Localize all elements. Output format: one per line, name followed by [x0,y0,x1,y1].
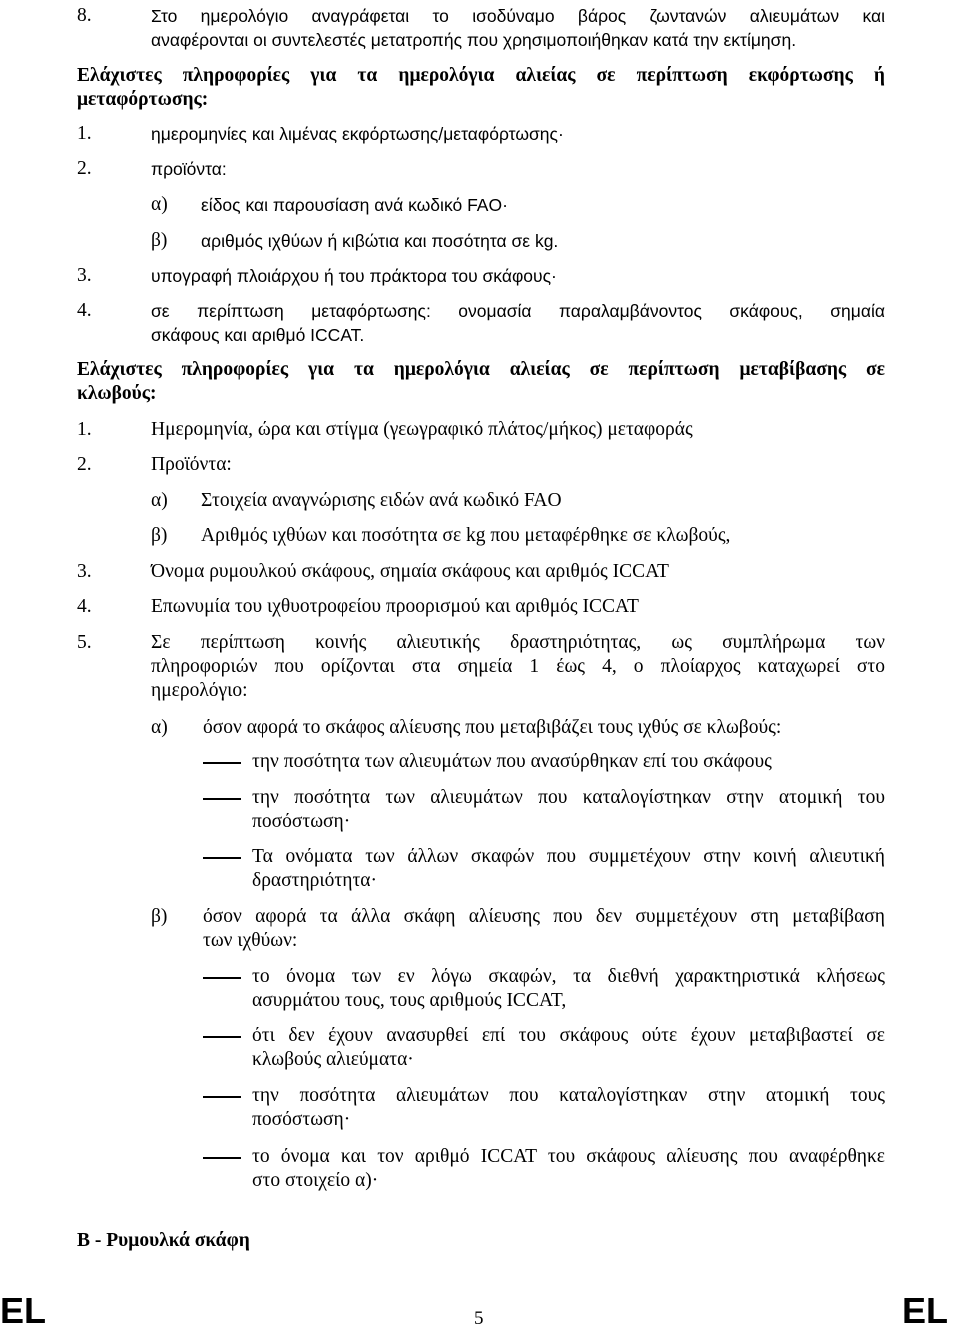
sub-item-text: αριθμός ιχθύων ή κιβώτια και ποσότητα σε kg. [201,231,559,251]
item-5-line-2: πληροφοριών που ορίζονται στα σημεία 1 έως 4, ο πλοίαρχος καταχωρεί στο [151,656,885,677]
sub-item-text: Στοιχεία αναγνώρισης ειδών ανά κωδικό FAO [201,490,562,511]
dash-item-text-cont: κλωβούς αλιεύματα· [252,1049,414,1070]
item-text: Προϊόντα: [151,454,232,475]
dash-item-text: το όνομα και τον αριθμό ICCAT του σκάφους αλίευσης που αναφέρθηκε [252,1146,885,1167]
dash-bullet [203,1157,241,1159]
sub-item-text: είδος και παρουσίαση ανά κωδικό FAO· [201,195,508,215]
dash-bullet [203,1036,241,1038]
item-number: 1. [77,419,92,440]
sub-item-label: α) [151,490,168,511]
heading-cage-transfer: Ελάχιστες πληροφορίες για τα ημερολόγια αλιείας σε περίπτωση μεταβίβασης σε [77,359,885,380]
item-number: 8. [77,5,92,26]
dash-item-text: την ποσότητα των αλιευμάτων που ανασύρθηκαν επί του σκάφους [252,751,772,772]
item-number: 3. [77,265,92,286]
item-number: 5. [77,632,92,653]
item-5-line-3: ημερολόγιο: [151,680,248,701]
dash-bullet [203,798,241,800]
item-5-line-1: Σε περίπτωση κοινής αλιευτικής δραστηριότητας, ως συμπλήρωμα των [151,632,885,653]
item-4-line-1: σε περίπτωση μεταφόρτωσης: ονομασία παραλαμβάνοντος σκάφους, σημαία [151,301,885,321]
dash-item-text: το όνομα των εν λόγω σκαφών, τα διεθνή χαρακτηριστικά κλήσεως [252,966,885,987]
item-text: ημερομηνίες και λιμένας εκφόρτωσης/μεταφόρτωσης· [151,124,564,144]
dash-bullet [203,1096,241,1098]
sub-item-text: όσον αφορά τα άλλα σκάφη αλίευσης που δεν συμμετέχουν στη μεταβίβαση [203,906,885,927]
item-4-line-2: σκάφους και αριθμό ICCAT. [151,325,365,345]
item-text: Ημερομηνία, ώρα και στίγμα (γεωγραφικό πλάτος/μήκος) μεταφοράς [151,419,693,440]
item-number: 4. [77,300,92,321]
item-text: υπογραφή πλοιάρχου ή του πράκτορα του σκάφους· [151,266,557,286]
item-text: Όνομα ρυμουλκού σκάφους, σημαία σκάφους και αριθμός ICCAT [151,561,669,582]
sub-item-label: β) [151,525,168,546]
item-text: προϊόντα: [151,159,227,179]
dash-bullet [203,977,241,979]
dash-item-text-cont: στο στοιχείο α)· [252,1170,379,1191]
dash-item-text-cont: ποσόστωση· [252,811,351,832]
item-number: 3. [77,561,92,582]
item-number: 4. [77,596,92,617]
page-number: 5 [474,1308,484,1329]
item-number: 1. [77,123,92,144]
footer-language-left: EL [0,1290,47,1331]
dash-item-text: την ποσότητα των αλιευμάτων που καταλογίστηκαν στην ατομική του [252,787,885,808]
dash-item-text: την ποσότητα αλιευμάτων που καταλογίστηκαν στην ατομική τους [252,1085,885,1106]
footer-language-right: EL [902,1290,949,1331]
item-number: 2. [77,158,92,179]
heading-unloading: Ελάχιστες πληροφορίες για τα ημερολόγια αλιείας σε περίπτωση εκφόρτωσης ή [77,65,885,86]
sub-item-text-cont: των ιχθύων: [203,930,298,951]
dash-item-text: Τα ονόματα των άλλων σκαφών που συμμετέχουν στην κοινή αλιευτική [252,846,885,867]
heading-cage-transfer-cont: κλωβούς: [77,383,157,404]
dash-item-text: ότι δεν έχουν ανασυρθεί επί του σκάφους ούτε έχουν μεταβιβαστεί σε [252,1025,885,1046]
item-number: 2. [77,454,92,475]
sub-item-label: β) [151,230,168,251]
dash-item-text-cont: δραστηριότητα· [252,870,377,891]
sub-item-label: α) [151,717,168,738]
sub-item-text: όσον αφορά το σκάφος αλίευσης που μεταβιβάζει τους ιχθύς σε κλωβούς: [203,717,782,738]
item-8-line-2: αναφέρονται οι συντελεστές μετατροπής που χρησιμοποιήθηκαν κατά την εκτίμηση. [151,30,797,50]
heading-unloading-cont: μεταφόρτωσης: [77,89,209,110]
section-b-title: Β - Ρυμουλκά σκάφη [77,1230,250,1251]
dash-bullet [203,762,241,764]
item-text: Επωνυμία του ιχθυοτροφείου προορισμού και αριθμός ICCAT [151,596,639,617]
sub-item-label: α) [151,194,168,215]
item-8-line-1: Στο ημερολόγιο αναγράφεται το ισοδύναμο βάρος ζωντανών αλιευμάτων και [151,6,885,26]
dash-item-text-cont: ποσόστωση· [252,1109,351,1130]
dash-item-text-cont: ασυρμάτου τους, τους αριθμούς ICCAT, [252,990,567,1011]
sub-item-text: Αριθμός ιχθύων και ποσότητα σε kg που μεταφέρθηκε σε κλωβούς, [201,525,731,546]
dash-bullet [203,857,241,859]
sub-item-label: β) [151,906,168,927]
